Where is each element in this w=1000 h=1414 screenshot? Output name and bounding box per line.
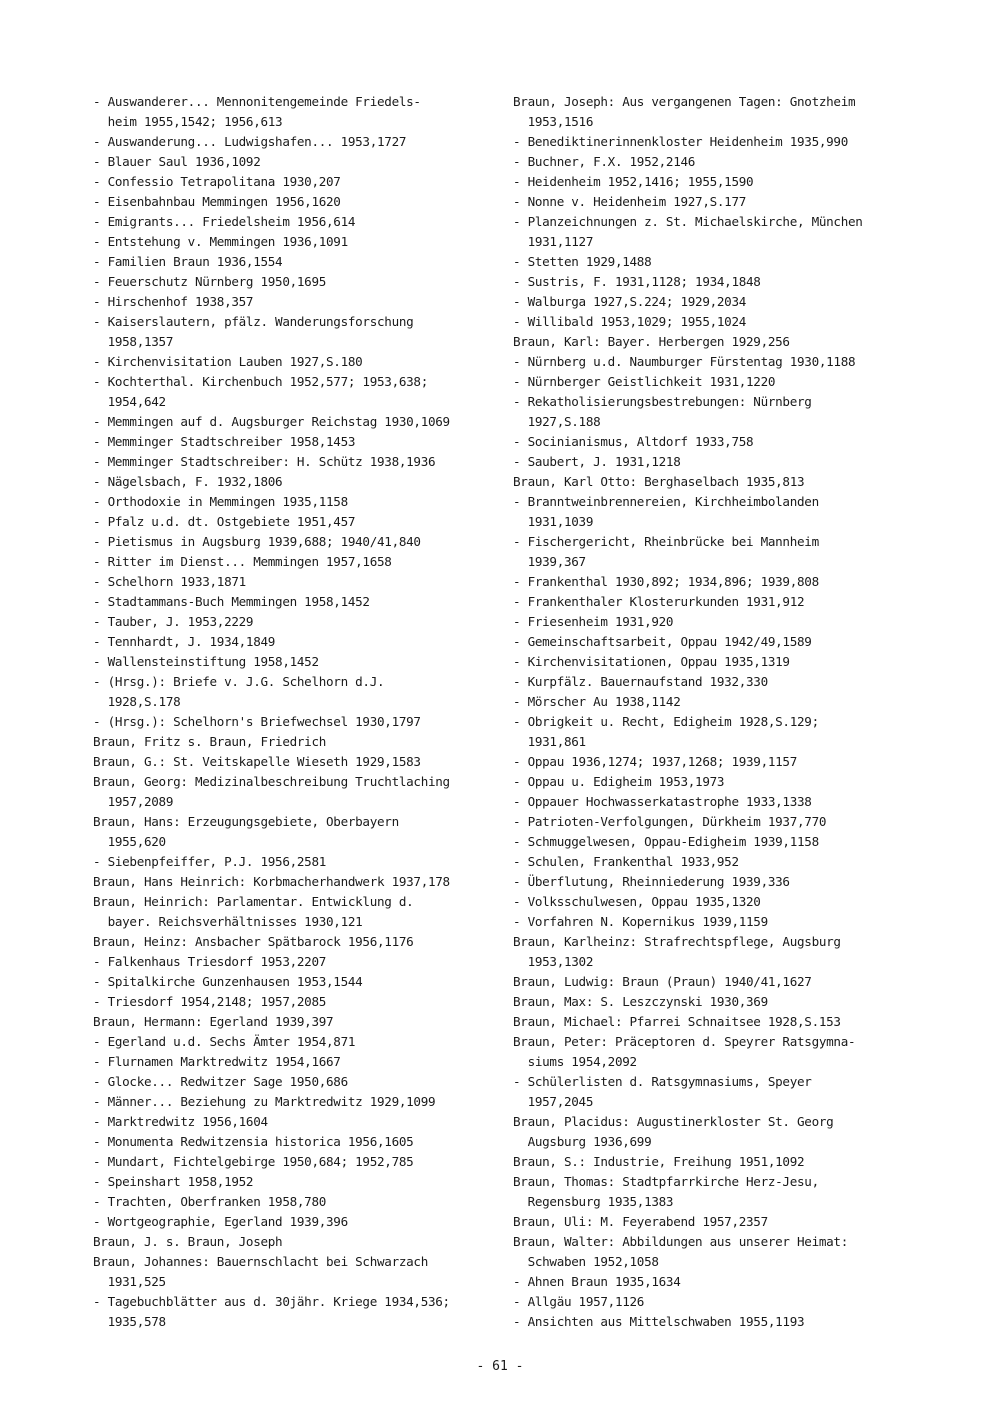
- index-line: - Branntweinbrennereien, Kirchheimbolanden: [513, 494, 819, 509]
- index-line: - Männer... Beziehung zu Marktredwitz 1929,1099: [93, 1094, 436, 1109]
- index-line: - Kirchenvisitation Lauben 1927,S.180: [93, 354, 363, 369]
- index-line: Braun, Karl Otto: Berghaselbach 1935,813: [513, 474, 805, 489]
- index-line: - Emigrants... Friedelsheim 1956,614: [93, 214, 356, 229]
- index-line: Braun, Michael: Pfarrei Schnaitsee 1928,S.153: [513, 1014, 841, 1029]
- index-line: - Willibald 1953,1029; 1955,1024: [513, 314, 747, 329]
- index-line: - Friesenheim 1931,920: [513, 614, 674, 629]
- index-line: - Walburga 1927,S.224; 1929,2034: [513, 294, 747, 309]
- index-line: - (Hrsg.): Schelhorn's Briefwechsel 1930,1797: [93, 714, 421, 729]
- index-line: - Planzeichnungen z. St. Michaelskirche, München: [513, 214, 863, 229]
- index-line: 1955,620: [93, 834, 166, 849]
- index-line: - Hirschenhof 1938,357: [93, 294, 254, 309]
- index-line: 1957,2045: [513, 1094, 594, 1109]
- index-line: - Kochterthal. Kirchenbuch 1952,577; 1953,638;: [93, 374, 428, 389]
- index-line: 1928,S.178: [93, 694, 181, 709]
- index-line: - Familien Braun 1936,1554: [93, 254, 283, 269]
- index-line: - Oppau u. Edigheim 1953,1973: [513, 774, 725, 789]
- index-line: - Fischergericht, Rheinbrücke bei Mannheim: [513, 534, 819, 549]
- index-line: - Wortgeographie, Egerland 1939,396: [93, 1214, 348, 1229]
- index-line: - Glocke... Redwitzer Sage 1950,686: [93, 1074, 348, 1089]
- index-line: siums 1954,2092: [513, 1054, 637, 1069]
- index-line: - Rekatholisierungsbestrebungen: Nürnberg: [513, 394, 812, 409]
- index-line: Braun, Thomas: Stadtpfarrkirche Herz-Jesu,: [513, 1174, 819, 1189]
- index-line: Braun, J. s. Braun, Joseph: [93, 1234, 283, 1249]
- right-column: [513, 92, 933, 1332]
- index-line: heim 1955,1542; 1956,613: [93, 114, 283, 129]
- index-line: 1931,861: [513, 734, 586, 749]
- index-line: Regensburg 1935,1383: [513, 1194, 674, 1209]
- index-line: - Oppauer Hochwasserkatastrophe 1933,1338: [513, 794, 812, 809]
- index-line: - Oppau 1936,1274; 1937,1268; 1939,1157: [513, 754, 798, 769]
- index-line: - Auswanderer... Mennonitengemeinde Friedels-: [93, 94, 421, 109]
- index-line: Braun, G.: St. Veitskapelle Wieseth 1929,1583: [93, 754, 421, 769]
- index-line: Braun, Heinz: Ansbacher Spätbarock 1956,1176: [93, 934, 414, 949]
- index-line: 1927,S.188: [513, 414, 601, 429]
- index-line: 1954,642: [93, 394, 166, 409]
- index-line: - Mundart, Fichtelgebirge 1950,684; 1952,785: [93, 1154, 414, 1169]
- index-line: 1935,578: [93, 1314, 166, 1329]
- index-line: - Frankenthaler Klosterurkunden 1931,912: [513, 594, 805, 609]
- index-line: Braun, Placidus: Augustinerkloster St. Georg: [513, 1114, 834, 1129]
- index-line: - Blauer Saul 1936,1092: [93, 154, 261, 169]
- index-line: Braun, Hans Heinrich: Korbmacherhandwerk 1937,178: [93, 874, 450, 889]
- index-line: - Siebenpfeiffer, P.J. 1956,2581: [93, 854, 327, 869]
- index-line: - Frankenthal 1930,892; 1934,896; 1939,808: [513, 574, 819, 589]
- index-line: - Socinianismus, Altdorf 1933,758: [513, 434, 754, 449]
- index-line: - Trachten, Oberfranken 1958,780: [93, 1194, 327, 1209]
- index-line: Braun, Uli: M. Feyerabend 1957,2357: [513, 1214, 768, 1229]
- page-number: - 61 -: [476, 1359, 524, 1374]
- index-line: - Memminger Stadtschreiber: H. Schütz 1938,1936: [93, 454, 436, 469]
- index-line: - Speinshart 1958,1952: [93, 1174, 254, 1189]
- index-line: - Falkenhaus Triesdorf 1953,2207: [93, 954, 327, 969]
- index-line: Braun, Hermann: Egerland 1939,397: [93, 1014, 334, 1029]
- index-line: Braun, Heinrich: Parlamentar. Entwicklung d.: [93, 894, 414, 909]
- index-line: Braun, Karlheinz: Strafrechtspflege, Augsburg: [513, 934, 841, 949]
- index-line: 1931,1127: [513, 234, 594, 249]
- index-line: Braun, Fritz s. Braun, Friedrich: [93, 734, 327, 749]
- index-line: Schwaben 1952,1058: [513, 1254, 659, 1269]
- index-line: - Gemeinschaftsarbeit, Oppau 1942/49,1589: [513, 634, 812, 649]
- index-line: - Auswanderung... Ludwigshafen... 1953,1727: [93, 134, 407, 149]
- index-line: - Heidenheim 1952,1416; 1955,1590: [513, 174, 754, 189]
- index-line: Braun, Joseph: Aus vergangenen Tagen: Gnotzheim: [513, 94, 856, 109]
- index-line: - Memmingen auf d. Augsburger Reichstag 1930,1069: [93, 414, 450, 429]
- index-line: - Schulen, Frankenthal 1933,952: [513, 854, 739, 869]
- index-line: 1957,2089: [93, 794, 174, 809]
- index-line: 1931,525: [93, 1274, 166, 1289]
- index-line: - Kirchenvisitationen, Oppau 1935,1319: [513, 654, 790, 669]
- index-line: 1939,367: [513, 554, 586, 569]
- index-line: - Tagebuchblätter aus d. 30jähr. Kriege 1934,536;: [93, 1294, 450, 1309]
- index-line: - Allgäu 1957,1126: [513, 1294, 645, 1309]
- index-line: - Marktredwitz 1956,1604: [93, 1114, 268, 1129]
- index-line: - Nonne v. Heidenheim 1927,S.177: [513, 194, 747, 209]
- index-line: Augsburg 1936,699: [513, 1134, 652, 1149]
- index-line: Braun, Walter: Abbildungen aus unserer Heimat:: [513, 1234, 848, 1249]
- index-line: - Ritter im Dienst... Memmingen 1957,1658: [93, 554, 392, 569]
- index-line: - Pfalz u.d. dt. Ostgebiete 1951,457: [93, 514, 356, 529]
- index-line: Braun, Georg: Medizinalbeschreibung Truchtlaching: [93, 774, 450, 789]
- index-line: - Memminger Stadtschreiber 1958,1453: [93, 434, 356, 449]
- index-line: Braun, Peter: Präceptoren d. Speyrer Ratsgymna-: [513, 1034, 856, 1049]
- index-line: - Monumenta Redwitzensia historica 1956,1605: [93, 1134, 414, 1149]
- index-line: Braun, Ludwig: Braun (Praun) 1940/41,1627: [513, 974, 812, 989]
- index-line: - Schülerlisten d. Ratsgymnasiums, Speyer: [513, 1074, 812, 1089]
- index-line: - Spitalkirche Gunzenhausen 1953,1544: [93, 974, 363, 989]
- index-line: - Obrigkeit u. Recht, Edigheim 1928,S.129;: [513, 714, 819, 729]
- index-line: - Nägelsbach, F. 1932,1806: [93, 474, 283, 489]
- index-line: - Überflutung, Rheinniederung 1939,336: [513, 874, 790, 889]
- index-line: - Benediktinerinnenkloster Heidenheim 1935,990: [513, 134, 848, 149]
- index-line: - (Hrsg.): Briefe v. J.G. Schelhorn d.J.: [93, 674, 385, 689]
- index-line: bayer. Reichsverhältnisses 1930,121: [93, 914, 363, 929]
- index-line: - Mörscher Au 1938,1142: [513, 694, 681, 709]
- index-line: - Patrioten-Verfolgungen, Dürkheim 1937,770: [513, 814, 827, 829]
- index-line: 1958,1357: [93, 334, 174, 349]
- index-line: - Triesdorf 1954,2148; 1957,2085: [93, 994, 327, 1009]
- index-line: - Saubert, J. 1931,1218: [513, 454, 681, 469]
- index-line: Braun, S.: Industrie, Freihung 1951,1092: [513, 1154, 805, 1169]
- index-line: Braun, Karl: Bayer. Herbergen 1929,256: [513, 334, 790, 349]
- index-line: - Schmuggelwesen, Oppau-Edigheim 1939,1158: [513, 834, 819, 849]
- index-line: - Tennhardt, J. 1934,1849: [93, 634, 276, 649]
- index-line: Braun, Hans: Erzeugungsgebiete, Oberbayern: [93, 814, 399, 829]
- index-line: - Buchner, F.X. 1952,2146: [513, 154, 696, 169]
- index-line: - Ahnen Braun 1935,1634: [513, 1274, 681, 1289]
- index-line: - Egerland u.d. Sechs Ämter 1954,871: [93, 1034, 356, 1049]
- index-line: - Kurpfälz. Bauernaufstand 1932,330: [513, 674, 768, 689]
- index-line: - Nürnberg u.d. Naumburger Fürstentag 1930,1188: [513, 354, 856, 369]
- index-line: 1953,1302: [513, 954, 594, 969]
- index-line: - Confessio Tetrapolitana 1930,207: [93, 174, 341, 189]
- index-line: - Orthodoxie in Memmingen 1935,1158: [93, 494, 348, 509]
- index-line: - Pietismus in Augsburg 1939,688; 1940/41,840: [93, 534, 421, 549]
- index-line: - Nürnberger Geistlichkeit 1931,1220: [513, 374, 776, 389]
- index-line: - Eisenbahnbau Memmingen 1956,1620: [93, 194, 341, 209]
- index-line: - Ansichten aus Mittelschwaben 1955,1193: [513, 1314, 805, 1329]
- index-line: Braun, Johannes: Bauernschlacht bei Schwarzach: [93, 1254, 428, 1269]
- index-line: Braun, Max: S. Leszczynski 1930,369: [513, 994, 768, 1009]
- index-line: - Entstehung v. Memmingen 1936,1091: [93, 234, 348, 249]
- index-line: 1953,1516: [513, 114, 594, 129]
- index-line: - Schelhorn 1933,1871: [93, 574, 246, 589]
- index-line: - Volksschulwesen, Oppau 1935,1320: [513, 894, 761, 909]
- index-line: - Sustris, F. 1931,1128; 1934,1848: [513, 274, 761, 289]
- index-line: - Kaiserslautern, pfälz. Wanderungsforschung: [93, 314, 414, 329]
- left-column: [93, 92, 513, 1332]
- index-line: - Stetten 1929,1488: [513, 254, 652, 269]
- index-line: - Wallensteinstiftung 1958,1452: [93, 654, 319, 669]
- index-line: - Tauber, J. 1953,2229: [93, 614, 254, 629]
- index-line: - Stadtammans-Buch Memmingen 1958,1452: [93, 594, 370, 609]
- index-line: - Feuerschutz Nürnberg 1950,1695: [93, 274, 327, 289]
- index-line: 1931,1039: [513, 514, 594, 529]
- index-line: - Vorfahren N. Kopernikus 1939,1159: [513, 914, 768, 929]
- index-line: - Flurnamen Marktredwitz 1954,1667: [93, 1054, 341, 1069]
